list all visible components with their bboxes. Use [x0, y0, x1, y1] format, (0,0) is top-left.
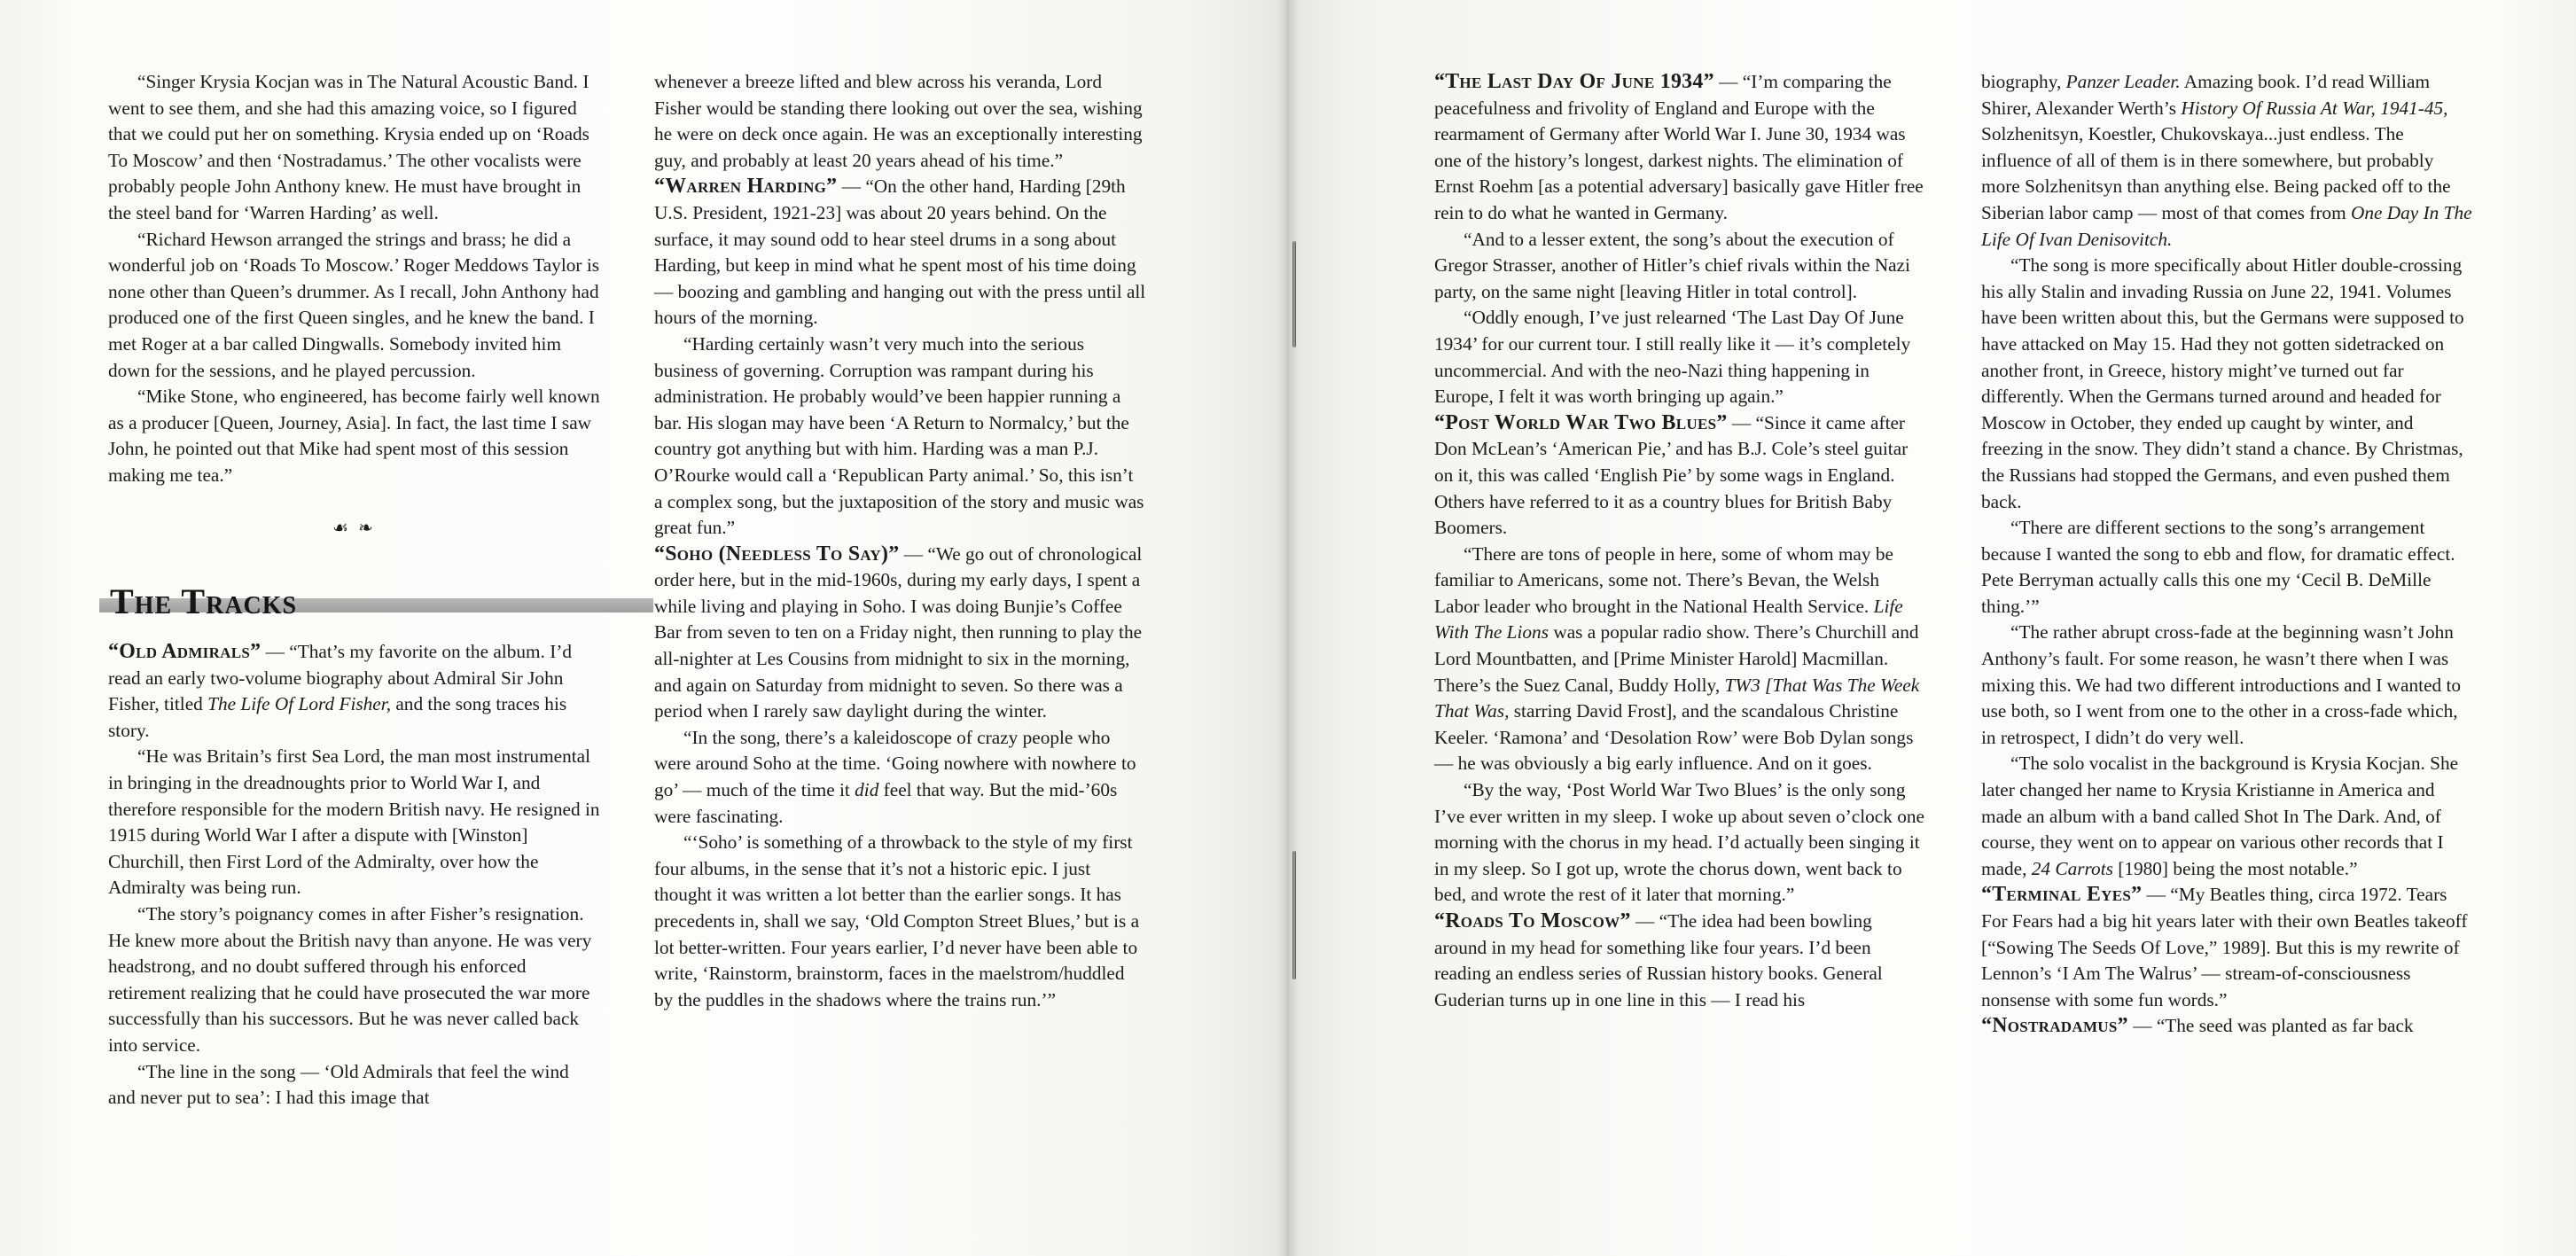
track-title: “Old Admirals”	[108, 640, 262, 664]
track-entry-warren-harding: “Warren Harding” — “On the other hand, Harding [29th U.S. President, 1921-23] was about 20 years behind. On the surface, it may sound odd to hear steel drums in a song about Harding, but keep in mind what he spent most of his time doing — boozing and gambling and hanging out with the press until all hours of the morning.	[654, 175, 1146, 329]
body-paragraph: “There are tons of people in here, some of whom may be familiar to Americans, some not. There’s Bevan, the Welsh Labor leader who brought in the National Health Service. Life With The Lions was a popular radio show. There’s Churchill and Lord Mountbatten, and [Prime Minister Harold] Macmillan. There’s the Suez Canal, Buddy Holly, TW3 [That Was The Week That Was, starring David Frost], and the scandalous Christine Keeler. ‘Ramona’ and ‘Desolation Row’ were Bob Dylan songs — he was obviously a big early influence. And on it goes.	[1434, 542, 1920, 775]
body-paragraph: “He was Britain’s first Sea Lord, the man most instrumental in bringing in the dreadnoughts prior to World War I, and therefore responsible for the modern British navy. He resigned in 1915 during World War I after a dispute with [Winston] Churchill, then First Lord of the Admiralty, over how the Admiralty was being run.	[108, 745, 600, 899]
track-entry-nostradamus: “Nostradamus” — “The seed was planted as far back	[1981, 1014, 2414, 1038]
track-title: “Soho (Needless To Say)”	[654, 542, 900, 566]
body-paragraph: “Oddly enough, I’ve just relearned ‘The Last Day Of June 1934’ for our current tour. I still really like it — it’s completely uncommercial. And with the neo-Nazi thing happening in Europe, I felt it was worth bringing up again.”	[1434, 307, 1911, 408]
right-page	[1288, 0, 2576, 1256]
book-title: The Life Of Lord Fisher,	[207, 693, 392, 715]
body-paragraph: “The song is more specifically about Hitler double-crossing his ally Stalin and invading Russia on June 22, 1941. Volumes have been written about this, but the Germans were supposed to have attacked on May 15. Had they not gotten sidetracked on another front, in Greece, history might’ve turned out far differently. When the Germans turned around and headed for Moscow in October, they ended up caught by winter, and freezing in the snow. They didn’t stand a chance. By Christmas, the Russians had stopped the Germans, and even pushed them back.	[1981, 254, 2464, 512]
body-paragraph: “In the song, there’s a kaleidoscope of crazy people who were around Soho at the time. ‘Going nowhere with nowhere to go’ — much of the time it did feel that way. But the mid-’60s were fascinating.	[654, 726, 1136, 827]
track-entry-roads-to-moscow: “Roads To Moscow” — “The idea had been bowling around in my head for something like four years. I’d been reading an endless series of Russian history books. General Guderian turns up in one line in this — I read his	[1434, 909, 1883, 1010]
tracks-heading: The Tracks	[110, 581, 298, 621]
left-column-2	[654, 69, 1146, 1013]
staple-bottom	[1292, 851, 1296, 979]
body-paragraph: “There are different sections to the song’s arrangement because I wanted the song to ebb and flow, for dramatic effect. Pete Berryman actually calls this one my ‘Cecil B. DeMille thing.’”	[1981, 517, 2455, 617]
book-gutter-fold	[1276, 0, 1300, 1256]
right-column-2	[1981, 69, 2473, 1040]
tracks-heading-banner	[99, 565, 600, 621]
track-entry-last-day-of-june: “The Last Day Of June 1934” — “I’m comparing the peacefulness and frivolity of England and Europe with the rearmament of Germany after World War I. June 30, 1934 was one of the history’s longest, darkest nights. The elimination of Ernst Roehm [as a potential adversary] basically gave Hitler free rein to do what he wanted in Germany.	[1434, 70, 1924, 223]
body-paragraph: “Harding certainly wasn’t very much into the serious business of governing. Corruption was rampant during his administration. He probably would’ve been happier running a bar. His slogan may have been ‘A Return to Normalcy,’ but the country got anything but with him. Harding was a man P.J. O’Rourke would call a ‘Republican Party animal.’ So, this isn’t a complex song, but the juxtaposition of the story and music was great fun.”	[654, 332, 1144, 539]
track-title: “Warren Harding”	[654, 175, 838, 199]
continued-paragraph: biography, Panzer Leader. Amazing book. I’d read William Shirer, Alexander Werth’s History Of Russia At War, 1941-45, Solzhenitsyn, Koestler, Chukovskaya...just endless. The influence of all of them is in there somewhere, but probably more Solzhenitsyn than anything else. Being packed off to the Siberian labor camp — most of that comes from One Day In The Life Of Ivan Denisovitch.	[1981, 71, 2472, 250]
intro-paragraph: “Singer Krysia Kocjan was in The Natural Acoustic Band. I went to see them, and she had this amazing voice, so I figured that we could put her on something. Krysia ended up on ‘Roads To Moscow’ and then ‘Nostradamus.’ The other vocalists were probably people John Anthony knew. He must have brought in the steel band for ‘Warren Harding’ as well.	[108, 71, 589, 223]
body-paragraph: “The rather abrupt cross-fade at the beginning wasn’t John Anthony’s fault. For some reason, he wasn’t there when I was mixing this. We had two different introductions and I wanted to use both, so I went from one to the other in a cross-fade which, in retrospect, I didn’t do very well.	[1981, 621, 2462, 748]
staple-top	[1292, 241, 1296, 347]
continued-paragraph: whenever a breeze lifted and blew across his veranda, Lord Fisher would be standing there looking out over the sea, wishing he were on deck once again. He was an exceptionally interesting guy, and probably at least 20 years ahead of his time.”	[654, 71, 1143, 171]
track-title: “Roads To Moscow”	[1434, 909, 1631, 932]
track-entry-post-ww2-blues: “Post World War Two Blues” — “Since it came after Don McLean’s ‘American Pie,’ and has B.J. Cole’s steel guitar on it, this was called ‘English Pie’ by some wags in England. Others have referred to it as a country blues for British Baby Boomers.	[1434, 410, 1909, 539]
body-paragraph: “By the way, ‘Post World War Two Blues’ is the only song I’ve ever written in my sleep. I woke up about seven o’clock one morning with the chorus in my head. I’d actually been singing it in my sleep. So I got up, wrote the chorus down, went back to bed, and wrote the rest of it later that morning.”	[1434, 779, 1924, 906]
body-paragraph: “The solo vocalist in the background is Krysia Kocjan. She later changed her name to Krysia Kristianne in America and made an album with a band called Shot In The Dark. And, of course, they went on to appear on various other records that I made, 24 Carrots [1980] being the most notable.”	[1981, 753, 2459, 879]
track-entry-soho: “Soho (Needless To Say)” — “We go out of chronological order here, but in the mid-1960s, during my early days, I spent a while living and playing in Soho. I was doing Bunjie’s Coffee Bar from seven to ten on a Friday night, then running to play the all-nighter at Les Cousins from midnight to six in the morning, and again on Saturday from midnight to seven. So there was a period when I rarely saw daylight during the winter.	[654, 542, 1143, 722]
body-paragraph: “And to a lesser extent, the song’s about the execution of Gregor Strasser, another of Hitler’s chief rivals within the Nazi party, on the same night [leaving Hitler in total control].	[1434, 228, 1910, 302]
right-column-1	[1434, 69, 1926, 1013]
track-title: “Post World War Two Blues”	[1434, 410, 1728, 434]
track-entry-old-admirals: “Old Admirals” — “That’s my favorite on the album. I’d read an early two-volume biography about Admiral Sir John Fisher, titled The Life Of Lord Fisher, and the song traces his story.	[108, 640, 573, 741]
body-paragraph: “The story’s poignancy comes in after Fisher’s resignation. He knew more about the British navy than anyone. He was very headstrong, and no doubt suffered through his enforced retirement realizing that he could have prosecuted the war more successfully than his successors. But he was never called back into service.	[108, 903, 592, 1056]
body-paragraph: “‘Soho’ is something of a throwback to the style of my first four albums, in the sense that it’s not a historic epic. I just thought it was written a lot better than the earlier songs. It has precedents in, shall we say, ‘Old Compton Street Blues,’ but is a lot better-written. Four years earlier, I’d never have been able to write, ‘Rainstorm, brainstorm, faces in the maelstrom/huddled by the puddles in the shadows where the trains run.’”	[654, 831, 1140, 1010]
body-paragraph: “The line in the song — ‘Old Admirals that feel the wind and never put to sea’: I had this image that	[108, 1060, 569, 1109]
section-ornament: ☙ ❧	[332, 518, 376, 538]
track-title: “The Last Day Of June 1934”	[1434, 70, 1714, 93]
left-column-1	[108, 69, 600, 1112]
intro-paragraph: “Richard Hewson arranged the strings and brass; he did a wonderful job on ‘Roads To Moscow.’ Roger Meddows Taylor is none other than Queen’s drummer. As I recall, John Anthony had produced one of the first Queen singles, and he knew the band. I met Roger at a bar called Dingwalls. Somebody invited him down for the sessions, and he played percussion.	[108, 228, 600, 381]
track-title: “Nostradamus”	[1981, 1014, 2128, 1038]
track-entry-terminal-eyes: “Terminal Eyes” — “My Beatles thing, circa 1972. Tears For Fears had a big hit years later with their own Beatles takeoff [“Sowing The Seeds Of Love,” 1989]. But this is my rewrite of Lennon’s ‘I Am The Walrus’ — stream-of-consciousness nonsense with some fun words.”	[1981, 883, 2468, 1010]
intro-paragraph: “Mike Stone, who engineered, has become fairly well known as a producer [Queen, Journey, Asia]. In fact, the last time I saw John, he pointed out that Mike had spent most of this session making me tea.”	[108, 386, 600, 486]
track-title: “Terminal Eyes”	[1981, 883, 2143, 907]
